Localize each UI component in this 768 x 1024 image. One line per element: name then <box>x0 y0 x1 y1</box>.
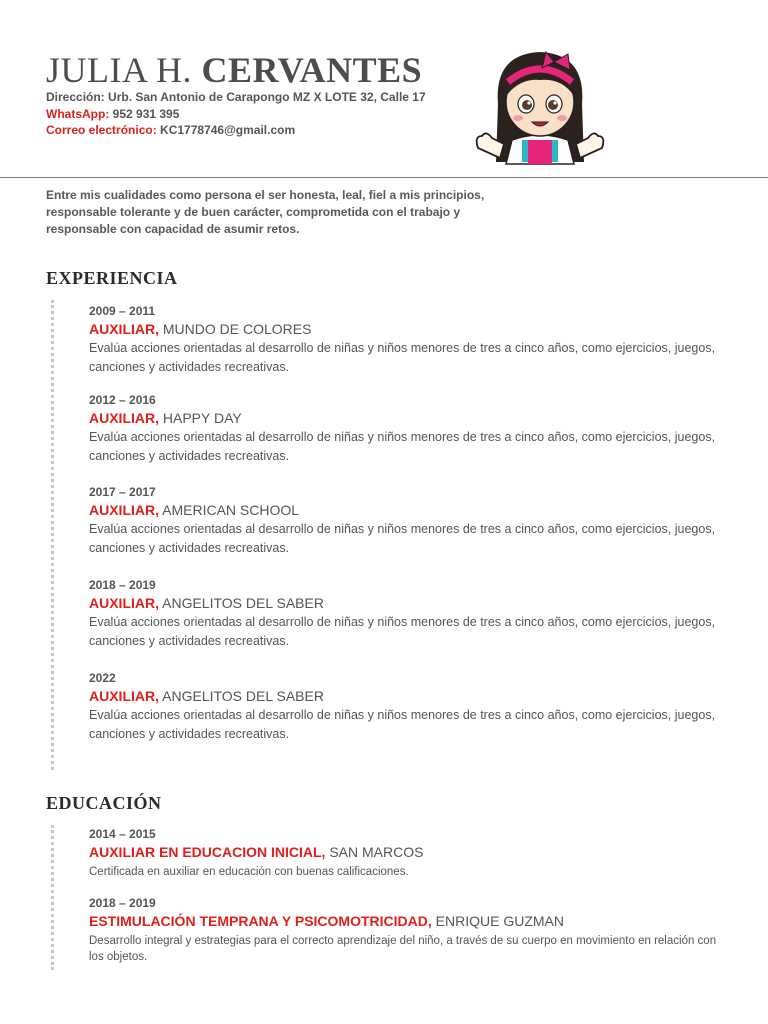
education-item <box>89 826 729 880</box>
job-title: AUXILIAR, <box>89 410 159 426</box>
experience-date: 2018 – 2019 <box>89 578 156 592</box>
address-line <box>46 90 426 104</box>
job-title: AUXILIAR, <box>89 688 159 704</box>
address-label: Dirección: <box>46 90 105 104</box>
education-description: Desarrollo integral y estrategias para el correcto aprendizaje del niño, a través de su cuerpo en movimiento en relación con los objetos. <box>89 935 717 963</box>
job-title: AUXILIAR, <box>89 502 159 518</box>
whatsapp-label: WhatsApp: <box>46 107 110 121</box>
experience-description: Evalúa acciones orientadas al desarrollo de niñas y niños menores de tres a cinco años, como ejercicios, juegos, canciones y actividades recreativas. <box>89 522 716 555</box>
experience-heading: EXPERIENCIA <box>46 268 178 288</box>
experience-description: Evalúa acciones orientadas al desarrollo de niñas y niños menores de tres a cinco años, como ejercicios, juegos, canciones y actividades recreativas. <box>89 430 716 463</box>
education-date: 2018 – 2019 <box>89 896 156 910</box>
experience-item <box>89 577 729 650</box>
organization: ANGELITOS DEL SABER <box>162 595 324 611</box>
organization: MUNDO DE COLORES <box>162 321 312 337</box>
organization: AMERICAN SCHOOL <box>162 502 300 518</box>
email-label: Correo electrónico: <box>46 123 157 137</box>
whatsapp-line <box>46 107 179 121</box>
experience-role <box>89 686 729 706</box>
experience-role <box>89 500 729 520</box>
experience-item <box>89 484 729 557</box>
experience-description: Evalúa acciones orientadas al desarrollo de niñas y niños menores de tres a cinco años, como ejercicios, juegos, canciones y actividades recreativas. <box>89 341 716 374</box>
experience-description: Evalúa acciones orientadas al desarrollo de niñas y niños menores de tres a cinco años, como ejercicios, juegos, canciones y actividades recreativas. <box>89 708 716 741</box>
job-title: AUXILIAR, <box>89 595 159 611</box>
organization: HAPPY DAY <box>162 410 242 426</box>
experience-item <box>89 303 729 376</box>
experience-item <box>89 670 729 743</box>
experience-date: 2022 <box>89 671 116 685</box>
header-divider <box>0 177 768 178</box>
whatsapp-value: 952 931 395 <box>112 107 180 121</box>
address-value: Urb. San Antonio de Carapongo MZ X LOTE 32, Calle 17 <box>108 90 426 104</box>
experience-date: 2017 – 2017 <box>89 485 156 499</box>
first-name: JULIA H. <box>46 50 192 90</box>
cartoon-girl-avatar-icon <box>470 44 610 166</box>
experience-date: 2009 – 2011 <box>89 304 156 318</box>
education-date: 2014 – 2015 <box>89 827 156 841</box>
institution: ENRIQUE GUZMAN <box>435 913 564 929</box>
education-heading: EDUCACIÓN <box>46 793 162 813</box>
experience-role <box>89 593 729 613</box>
profile-summary: Entre mis cualidades como persona el ser honesta, leal, fiel a mis principios, responsable tolerante y de buen carácter, comprometida con el trabajo y responsable con capacidad de asumir retos. <box>46 188 485 236</box>
email-line <box>46 123 295 137</box>
organization: ANGELITOS DEL SABER <box>162 688 324 704</box>
candidate-name <box>46 50 422 90</box>
education-item <box>89 895 729 965</box>
experience-item <box>89 392 729 465</box>
experience-date: 2012 – 2016 <box>89 393 156 407</box>
course-title: ESTIMULACIÓN TEMPRANA Y PSICOMOTRICIDAD, <box>89 913 432 929</box>
education-role <box>89 911 729 931</box>
experience-description: Evalúa acciones orientadas al desarrollo de niñas y niños menores de tres a cinco años, como ejercicios, juegos, canciones y actividades recreativas. <box>89 615 716 648</box>
last-name: CERVANTES <box>201 50 423 90</box>
job-title: AUXILIAR, <box>89 321 159 337</box>
course-title: AUXILIAR EN EDUCACION INICIAL, <box>89 844 326 860</box>
education-role <box>89 842 729 862</box>
education-timeline <box>51 825 54 970</box>
email-value: KC1778746@gmail.com <box>160 123 296 137</box>
experience-role <box>89 319 729 339</box>
institution: SAN MARCOS <box>329 844 424 860</box>
experience-timeline <box>51 300 54 770</box>
experience-role <box>89 408 729 428</box>
education-description: Certificada en auxiliar en educación con buenas calificaciones. <box>89 866 409 878</box>
